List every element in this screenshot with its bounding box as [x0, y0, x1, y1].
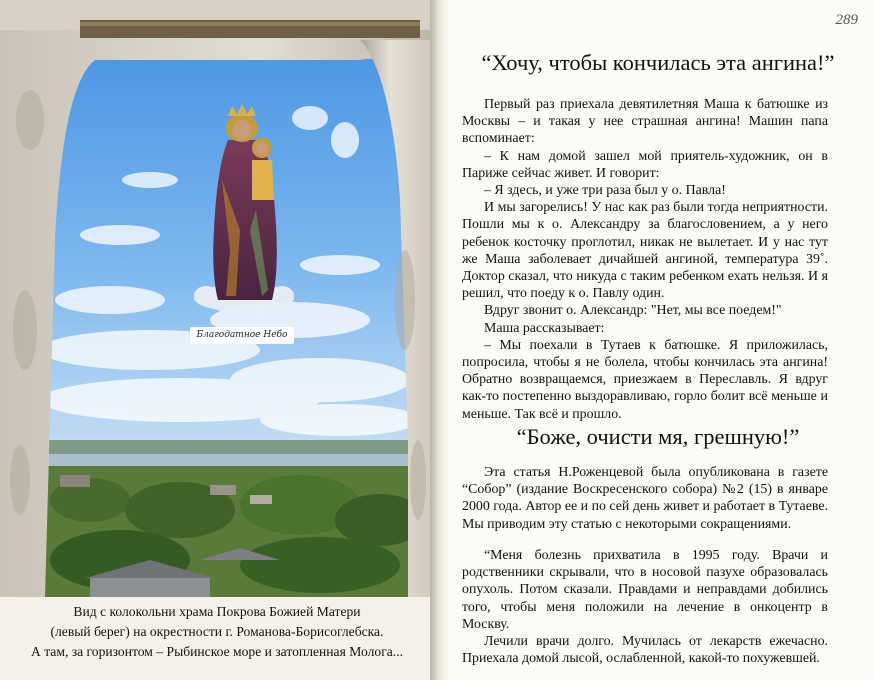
section-title-bozhe: “Боже, очисти мя, грешную!” — [516, 424, 800, 449]
paragraph: Маша рассказывает: — [484, 320, 605, 336]
paragraph: И мы загорелись! У нас как раз были тогда неприятности. Пошли мы к о. Александру за благословением, а у него ребенок косточку проглотил, никак не вылетает. И у нас тут же Маша заболевает дичайшей ангиной, температура 39˚. Доктор сказал, что никуда с таким ребенком ехать нельзя. И я решил, что поеду к о. Павлу один. — [462, 200, 828, 302]
left-page — [0, 0, 434, 680]
page-number: 289 — [835, 12, 858, 28]
paragraph: Лечили врачи долго. Мучилась от лекарств ежечасно. Приехала домой лысой, ослабленной, какой-то похужевшей. — [462, 634, 828, 667]
section-body-bozhe — [462, 547, 828, 667]
photo-illustration — [0, 0, 434, 597]
caption-line: А там, за горизонтом – Рыбинское море и затопленная Молога... — [30, 644, 403, 659]
paragraph: Первый раз приехала девятилетняя Маша к батюшке из Москвы – и такая у нее страшная ангина! Машин папа вспоминает: — [462, 97, 828, 147]
caption-line: Вид с колокольни храма Покрова Божией Матери — [73, 604, 361, 619]
far-shore — [40, 440, 420, 454]
paragraph: “Меня болезнь прихватила в 1995 году. Врачи и родственники скрывали, что в носовой пазухе образовалась опухоль. Потом сказали. Правдами и неправдами добились того, чтобы меня положили на лечение в онкоцентр в Москву. — [462, 548, 828, 632]
paragraph: Вдруг звонит о. Александр: "Нет, мы все поедем!" — [484, 303, 782, 319]
section-title-angina: “Хочу, чтобы кончилась эта ангина!” — [481, 50, 835, 75]
caption-line: (левый берег) на окрестности г. Романова-Борисоглебска. — [50, 624, 384, 639]
paragraph: – Мы поехали в Тутаев к батюшке. Я приложилась, попросила, чтобы я не болела, чтобы кончилась эта ангина! Обратно возвращаемся, приезжаем в Переславль. Я вдруг как-то постепенно выздоравливаю, горло болит всё меньше и меньше. Так всё и прошло. — [462, 337, 828, 422]
right-page — [448, 0, 874, 680]
section-body-angina — [462, 96, 828, 423]
intro-paragraph: Эта статья Н.Роженцевой была опубликована в газете “Собор” (издание Воскресенского собора) №2 (15) в январе 2000 года. Автор ее и по сей день живет и работает в Тутаеве. Мы приводим эту статью с некоторыми сокращениями. — [462, 465, 828, 532]
river — [40, 454, 420, 468]
photo-caption — [0, 602, 434, 674]
section-intro — [462, 464, 828, 533]
paragraph: – К нам домой зашел мой приятель-художник, он в Париже сейчас живет. И говорит: — [462, 148, 828, 181]
bell-tower-view-photo — [0, 0, 434, 597]
paragraph: – Я здесь, и уже три раза был у о. Павла! — [484, 183, 726, 199]
icon-label: Благодатное Небо — [196, 330, 288, 340]
